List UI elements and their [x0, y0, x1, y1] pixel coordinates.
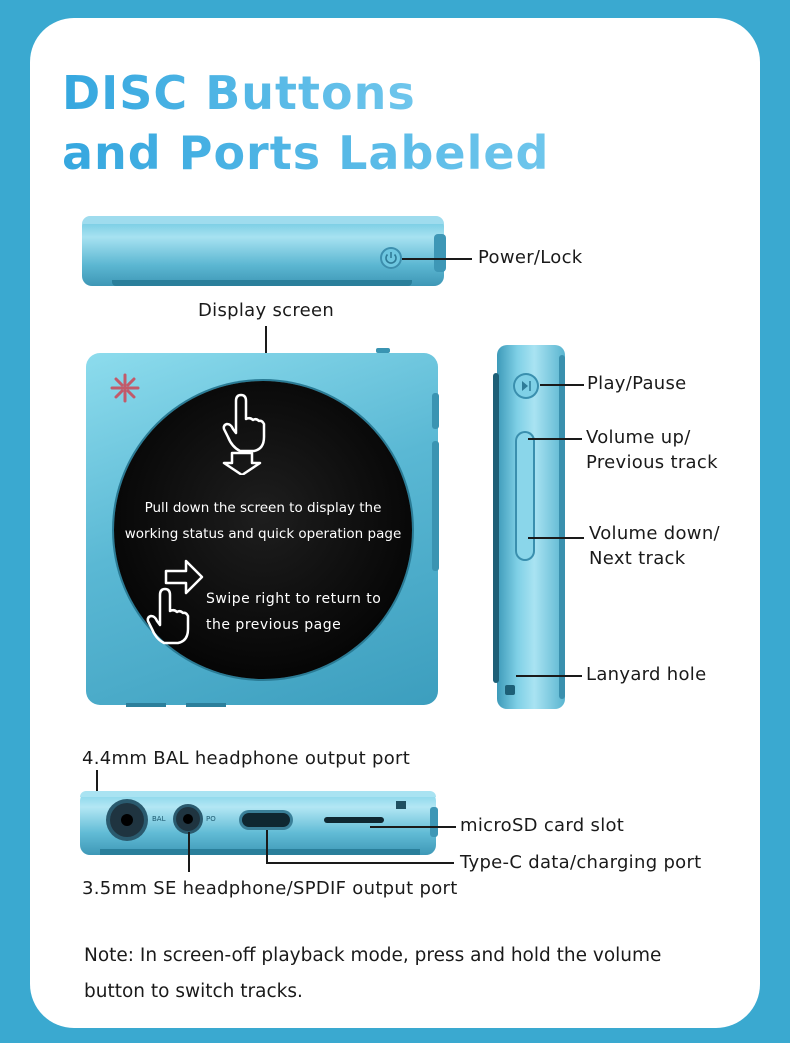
po-mark: PO — [206, 815, 216, 823]
note-line-2: button to switch tracks. — [84, 981, 303, 1002]
play-pause-label: Play/Pause — [587, 373, 687, 394]
volume-rocker[interactable] — [515, 431, 535, 561]
volume-up-label-line-2: Previous track — [586, 452, 718, 473]
power-button-icon[interactable] — [380, 247, 402, 269]
display-screen[interactable] — [114, 381, 412, 679]
microsd-label: microSD card slot — [460, 815, 625, 836]
typec-port[interactable] — [242, 813, 290, 827]
volume-up-label-line-1: Volume up/ — [586, 427, 691, 448]
pull-down-hand-icon — [218, 393, 268, 475]
bal-port-label: 4.4mm BAL headphone output port — [82, 748, 411, 769]
volume-down-label — [589, 521, 720, 571]
typec-label: Type-C data/charging port — [460, 852, 702, 873]
title-line-1: DISC Buttons — [62, 66, 416, 120]
note-text — [84, 938, 734, 1010]
device-side-view — [497, 345, 565, 709]
swipe-right-hand-icon — [142, 557, 208, 649]
volume-down-label-line-2: Next track — [589, 548, 686, 569]
device-bottom-view — [80, 791, 436, 855]
swipe-text-line-2: the previous page — [206, 617, 342, 633]
play-pause-button[interactable] — [513, 373, 539, 399]
microsd-slot[interactable] — [324, 817, 384, 823]
swipe-text-line-1: Swipe right to return to — [206, 591, 382, 607]
se-port[interactable] — [176, 807, 200, 831]
bal-mark: BAL — [152, 815, 166, 823]
se-port-label: 3.5mm SE headphone/SPDIF output port — [82, 878, 458, 899]
bal-port[interactable] — [110, 803, 144, 837]
volume-up-label — [586, 425, 718, 475]
title-line-2: and Ports Labeled — [62, 126, 550, 180]
lanyard-hole — [505, 685, 515, 695]
display-screen-label: Display screen — [198, 300, 335, 321]
info-card — [30, 18, 760, 1028]
screen-text-line-2: working status and quick operation page — [124, 526, 402, 542]
device-front-view — [86, 353, 438, 705]
screen-text-line-1: Pull down the screen to display the — [144, 500, 382, 516]
note-line-1: Note: In screen-off playback mode, press and hold the volume — [84, 945, 662, 966]
lanyard-hole-label: Lanyard hole — [586, 664, 707, 685]
brand-logo-icon — [106, 369, 144, 407]
volume-down-label-line-1: Volume down/ — [589, 523, 720, 544]
power-lock-label: Power/Lock — [478, 247, 583, 268]
